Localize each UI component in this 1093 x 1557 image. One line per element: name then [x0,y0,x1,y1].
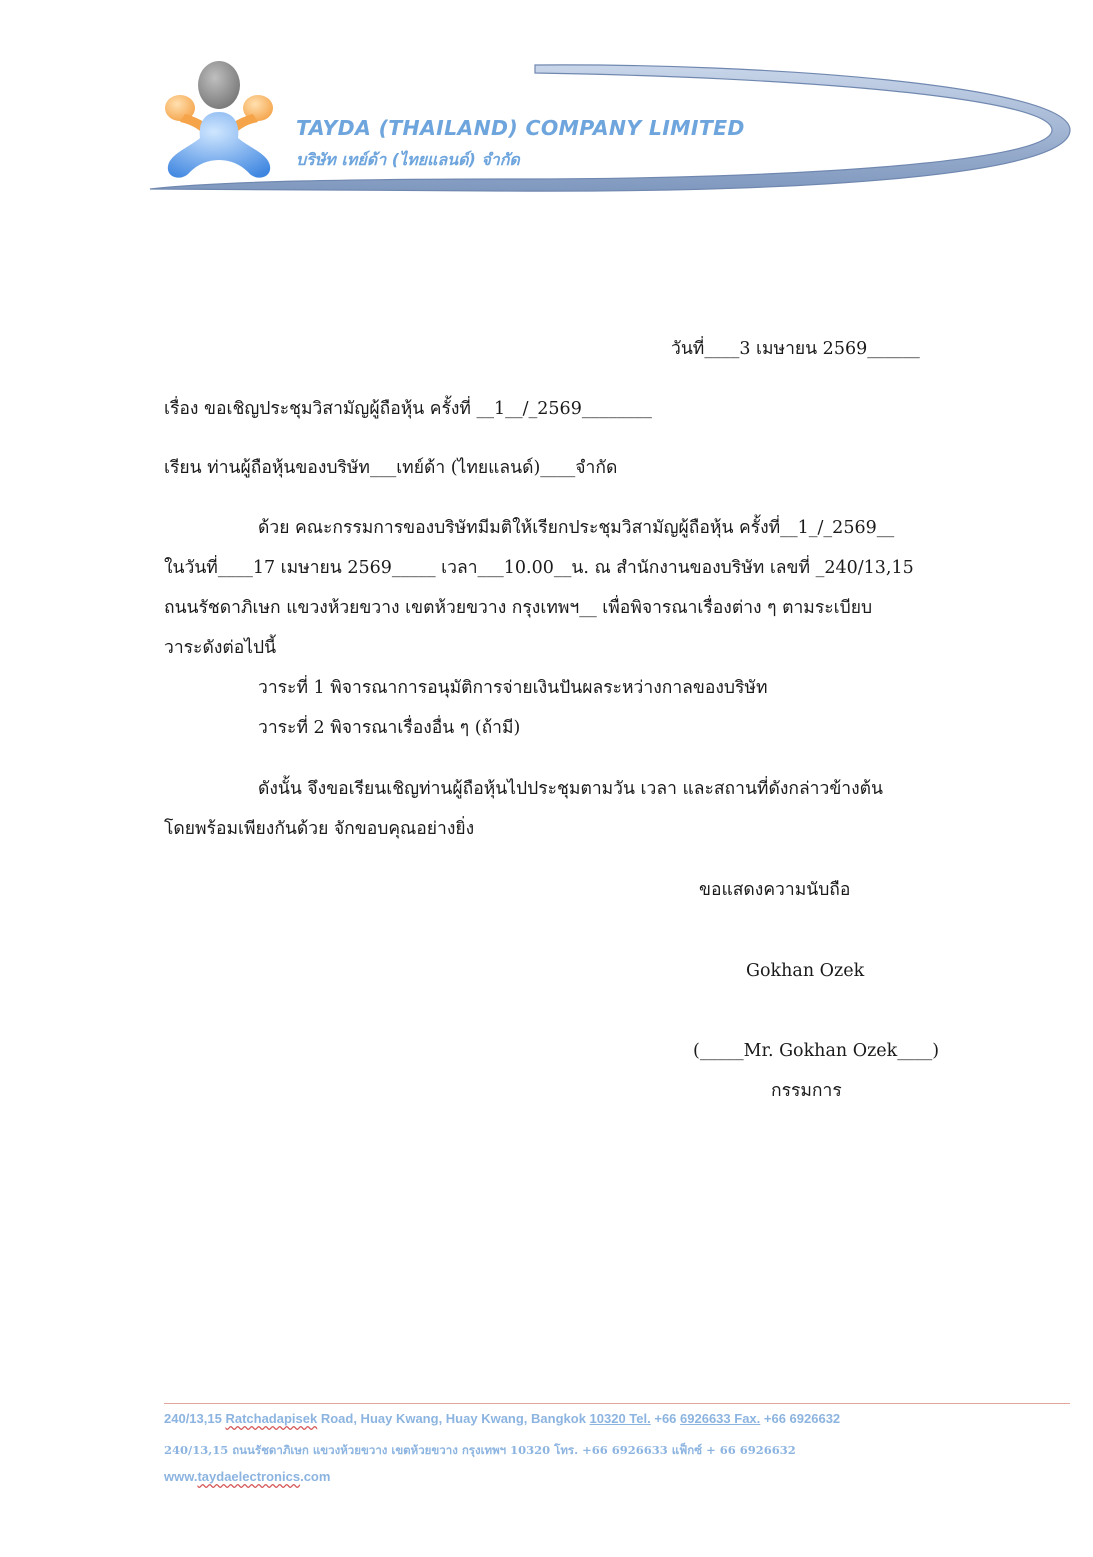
footer-address-en [164,1411,840,1426]
paragraph-1-line-2: ในวันที่____17 เมษายน 2569_____ เวลา___10.00__น. ณ สำนักงานของบริษัท เลขที่ _240/13,15 [164,558,914,578]
footer-address-en-part: +66 [650,1411,681,1426]
footer-address-en-fax-number: +66 6926632 [760,1411,841,1426]
signer-title: กรรมการ [771,1081,842,1101]
paragraph-1-line-4: วาระดังต่อไปนี้ [164,638,277,658]
footer-address-en-phone-fax: 6926633 Fax. [680,1411,761,1426]
paragraph-1-line-3: ถนนรัชดาภิเษก แขวงห้วยขวาง เขตห้วยขวาง กรุงเทพฯ__ เพื่อพิจารณาเรื่องต่าง ๆ ตามระเบียบ [164,598,873,618]
footer-website-part: www. [164,1469,198,1484]
paragraph-2-line-2: โดยพร้อมเพียงกันด้วย จักขอบคุณอย่างยิ่ง [164,819,475,839]
agenda-item-2: วาระที่ 2 พิจารณาเรื่องอื่น ๆ (ถ้ามี) [258,718,521,738]
footer-address-en-part: 240/13,15 [164,1411,226,1426]
footer-website-link[interactable] [164,1469,330,1484]
subject-line: เรื่อง ขอเชิญประชุมวิสามัญผู้ถือหุ้น ครั้งที่ __1__/_2569________ [164,399,652,419]
company-name-th: บริษัท เทย์ด้า (ไทยแลนด์) จำกัด [296,150,520,169]
paragraph-1-line-1: ด้วย คณะกรรมการของบริษัทมีมติให้เรียกประชุมวิสามัญผู้ถือหุ้น ครั้งที่__1_/_2569__ [258,518,895,538]
agenda-item-1: วาระที่ 1 พิจารณาการอนุมัติการจ่ายเงินปันผลระหว่างกาลของบริษัท [258,678,768,698]
footer-address-en-street: Ratchadapisek [225,1411,318,1426]
recipient-line: เรียน ท่านผู้ถือหุ้นของบริษัท___เทย์ด้า (ไทยแลนด์)____จำกัด [164,458,618,478]
footer-divider [164,1403,1070,1404]
paragraph-2-line-1: ดังนั้น จึงขอเรียนเชิญท่านผู้ถือหุ้นไปประชุมตามวัน เวลา และสถานที่ดังกล่าวข้างต้น [258,779,884,799]
company-name-en: TAYDA (THAILAND) COMPANY LIMITED [296,116,745,140]
footer-address-en-part: Road, Huay Kwang, Huay Kwang, Bangkok [317,1411,590,1426]
people-logo-icon [160,58,278,184]
footer-address-th: 240/13,15 ถนนรัชดาภิเษก แขวงห้วยขวาง เขตห้วยขวาง กรุงเทพฯ 10320 โทร. +66 6926633 แฟ็กซ์ + 66 6926632 [164,1443,796,1457]
footer-website-domain: taydaelectronics [197,1469,301,1484]
footer-address-en-postcode-tel: 10320 Tel. [589,1411,651,1426]
footer-website-part: .com [300,1469,331,1484]
closing-phrase: ขอแสดงความนับถือ [699,880,851,900]
date-line: วันที่____3 เมษายน 2569______ [671,339,920,359]
signature: Gokhan Ozek [746,961,865,981]
signer-name: (_____Mr. Gokhan Ozek____) [693,1041,940,1061]
